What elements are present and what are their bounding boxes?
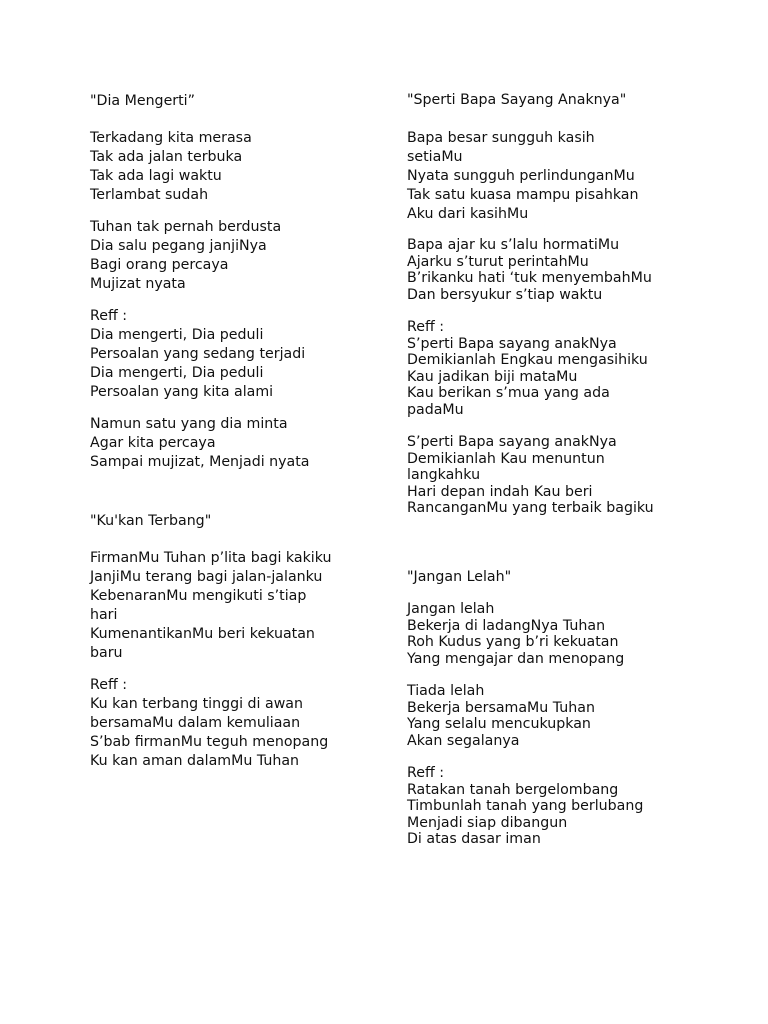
lyric-line: Terlambat sudah [90, 187, 209, 203]
stanza [407, 683, 643, 749]
stanza [407, 601, 643, 667]
song-title: "Jangan Lelah" [407, 569, 512, 585]
lyric-line: KebenaranMu mengikuti s’tiap [90, 588, 307, 604]
song-title: "Ku'kan Terbang" [90, 513, 212, 529]
lyric-line: padaMu [407, 401, 464, 418]
lyric-line: Tak ada jalan terbuka [90, 149, 243, 165]
lyric-line: Sampai mujizat, Menjadi nyata [90, 454, 310, 470]
stanza [90, 549, 332, 663]
lyric-line: Menjadi siap dibangun [407, 814, 568, 831]
song-sperti-bapa [407, 92, 654, 517]
stanza [407, 434, 654, 517]
lyric-line: Tiada lelah [407, 683, 485, 699]
lyric-line: Bapa ajar ku s’lalu hormatiMu [407, 237, 620, 253]
lyric-line: langkahku [407, 467, 481, 483]
lyric-line: Roh Kudus yang b’ri kekuatan [407, 634, 619, 650]
lyric-line: Dia mengerti, Dia peduli [90, 327, 264, 343]
stanza [407, 129, 654, 224]
lyric-line: Dia mengerti, Dia peduli [90, 365, 264, 381]
lyric-line: baru [90, 645, 123, 661]
lyric-line: Dan bersyukur s’tiap waktu [407, 286, 603, 303]
lyric-line: RancanganMu yang terbaik bagiku [407, 500, 654, 516]
stanza [90, 129, 309, 205]
reff-label: Reff : [407, 765, 445, 781]
lyric-line: Bekerja di ladangNya Tuhan [407, 617, 606, 634]
lyric-line: Bagi orang percaya [90, 257, 229, 273]
lyric-line: B’rikanku hati ‘tuk menyembahMu [407, 270, 652, 286]
stanza [90, 218, 309, 294]
lyric-line: Bekerja bersamaMu Tuhan [407, 699, 595, 716]
lyric-line: Timbunlah tanah yang berlubang [407, 798, 644, 814]
stanza-reff [90, 307, 309, 402]
lyric-line: Tuhan tak pernah berdusta [90, 219, 282, 235]
lyric-line: Agar kita percaya [90, 435, 216, 451]
lyric-line: Mujizat nyata [90, 276, 186, 292]
lyric-line: Dia salu pegang janjiNya [90, 238, 267, 254]
lyric-line: Yang mengajar dan menopang [407, 650, 625, 667]
reff-label: Reff : [407, 319, 445, 335]
stanza [407, 237, 654, 303]
lyric-line: setiaMu [407, 149, 463, 165]
lyric-line: Bapa besar sungguh kasih [407, 130, 595, 146]
lyric-line: Jangan lelah [407, 601, 495, 617]
lyric-line: Nyata sungguh perlindunganMu [407, 168, 635, 184]
lyric-line: Tak satu kuasa mampu pisahkan [407, 187, 639, 203]
lyric-line: Ku kan aman dalamMu Tuhan [90, 753, 300, 769]
lyric-line: Ratakan tanah bergelombang [407, 781, 619, 798]
song-kukan-terbang [90, 513, 332, 771]
lyric-line: Kau berikan s’mua yang ada [407, 385, 610, 401]
lyric-line: Terkadang kita merasa [90, 130, 252, 146]
lyric-line: hari [90, 607, 118, 623]
lyric-line: Demikianlah Kau menuntun [407, 450, 605, 467]
lyric-line: Di atas dasar iman [407, 831, 541, 847]
lyric-line: Demikianlah Engkau mengasihiku [407, 352, 648, 368]
lyric-line: Namun satu yang dia minta [90, 416, 288, 432]
lyric-line: Persoalan yang sedang terjadi [90, 346, 306, 362]
stanza-reff [407, 765, 643, 848]
stanza [90, 415, 309, 472]
stanza-reff [407, 319, 654, 418]
stanza-reff [90, 676, 332, 771]
lyric-line: S’bab firmanMu teguh menopang [90, 734, 329, 750]
lyric-line: Hari depan indah Kau beri [407, 483, 593, 500]
lyric-line: JanjiMu terang bagi jalan-jalanku [90, 569, 323, 585]
reff-label: Reff : [90, 308, 128, 324]
lyric-line: Tak ada lagi waktu [90, 168, 222, 184]
lyric-line: Aku dari kasihMu [407, 206, 529, 222]
song-dia-mengerti [90, 93, 309, 472]
lyric-line: S’perti Bapa sayang anakNya [407, 335, 617, 352]
lyric-line: Kau jadikan biji mataMu [407, 368, 578, 385]
lyric-line: Yang selalu mencukupkan [407, 716, 591, 732]
lyric-line: S’perti Bapa sayang anakNya [407, 434, 617, 450]
reff-label: Reff : [90, 677, 128, 693]
lyric-line: Akan segalanya [407, 732, 520, 749]
lyric-line: Ajarku s’turut perintahMu [407, 253, 589, 270]
lyric-line: Ku kan terbang tinggi di awan [90, 696, 303, 712]
song-title: "Sperti Bapa Sayang Anaknya" [407, 92, 627, 108]
song-jangan-lelah [407, 569, 643, 848]
lyric-line: FirmanMu Tuhan p’lita bagi kakiku [90, 550, 332, 566]
song-title: "Dia Mengerti” [90, 93, 195, 109]
lyric-line: Persoalan yang kita alami [90, 384, 274, 400]
lyric-line: bersamaMu dalam kemuliaan [90, 715, 301, 731]
lyric-line: KumenantikanMu beri kekuatan [90, 626, 315, 642]
